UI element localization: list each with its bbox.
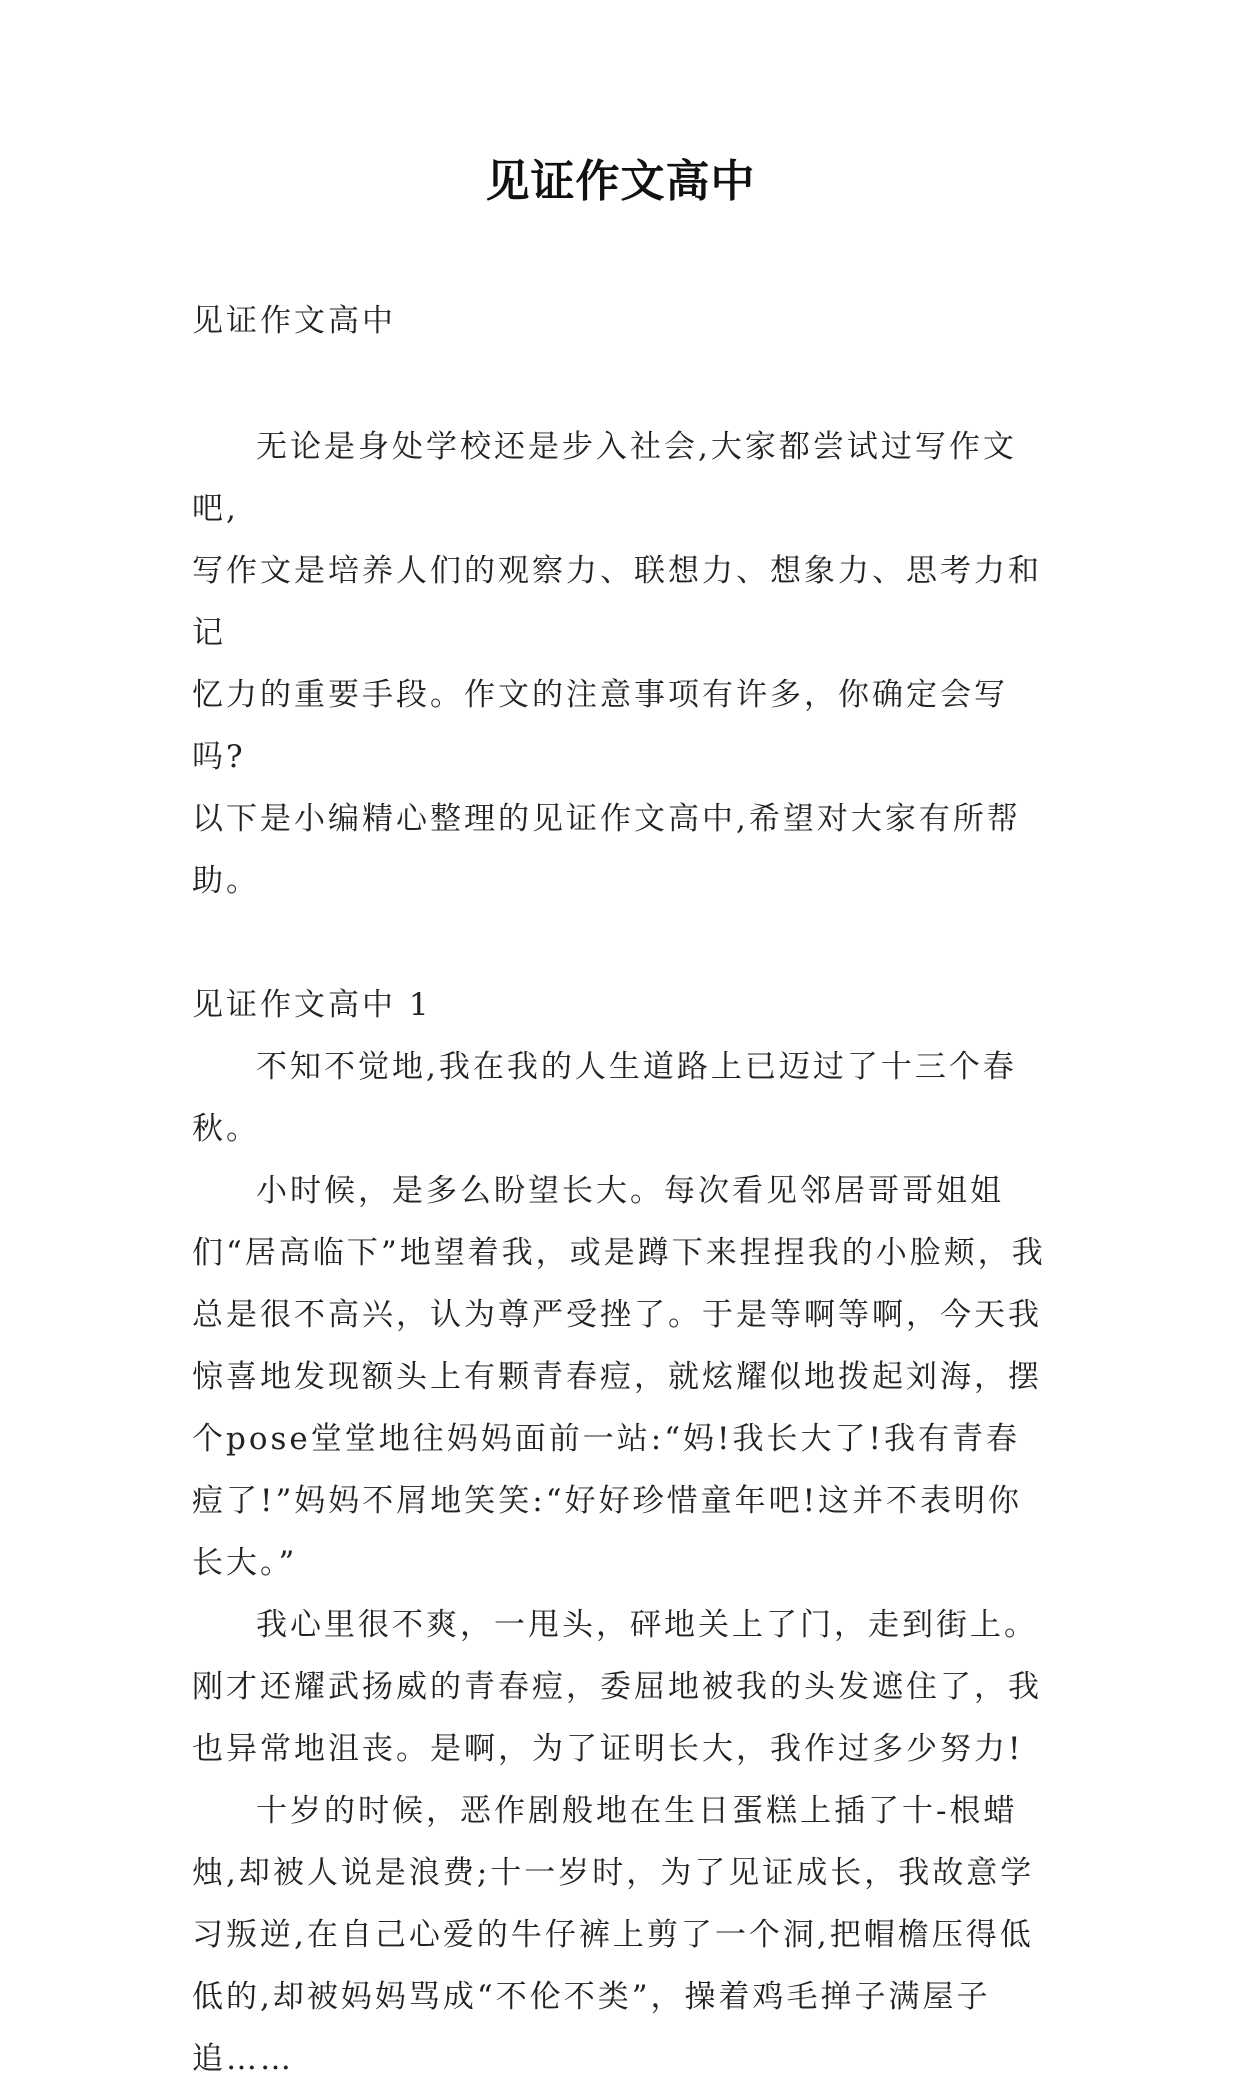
document-subtitle: 见证作文高中 bbox=[192, 303, 396, 339]
section-heading: 见证作文高中 1 bbox=[192, 987, 432, 1023]
body-paragraph: 小时候，是多么盼望长大。每次看见邻居哥哥姐姐们“居高临下”地望着我，或是蹲下来捏捏我的小脸颊，我总是很不高兴，认为尊严受挫了。于是等啊等啊，今天我惊喜地发现额头上有颗青春痘，就炫耀似地拨起刘海，摆个pose堂堂地往妈妈面前一站:“妈!我长大了!我有青春痘了!”妈妈不屑地笑笑:“好好珍惜童年吧!这并不表明你长大。” bbox=[192, 1173, 1046, 1581]
body-paragraph: 十岁的时候，恶作剧般地在生日蛋糕上插了十-根蜡烛,却被人说是浪费;十一岁时，为了见证成长，我故意学习叛逆,在自己心爱的牛仔裤上剪了一个洞,把帽檐压得低低的,却被妈妈骂成“不伦不类”，操着鸡毛掸子满屋子追…… bbox=[192, 1793, 1035, 2077]
document-body bbox=[192, 290, 1052, 2090]
intro-paragraph bbox=[192, 416, 1052, 912]
intro-line: 写作文是培养人们的观察力、联想力、想象力、思考力和记 bbox=[192, 553, 1042, 651]
body-paragraph: 我心里很不爽，一甩头，砰地关上了门，走到街上。刚才还耀武扬威的青春痘，委屈地被我的头发遮住了，我也异常地沮丧。是啊，为了证明长大，我作过多少努力! bbox=[192, 1607, 1042, 1767]
intro-line: 忆力的重要手段。作文的注意事项有许多，你确定会写吗? bbox=[192, 677, 1008, 775]
body-paragraph: 不知不觉地,我在我的人生道路上已迈过了十三个春秋。 bbox=[192, 1049, 1017, 1147]
document-title: 见证作文高中 bbox=[485, 156, 756, 207]
intro-line: 无论是身处学校还是步入社会,大家都尝试过写作文吧, bbox=[192, 429, 1017, 527]
intro-line: 以下是小编精心整理的见证作文高中,希望对大家有所帮助。 bbox=[192, 801, 1021, 899]
